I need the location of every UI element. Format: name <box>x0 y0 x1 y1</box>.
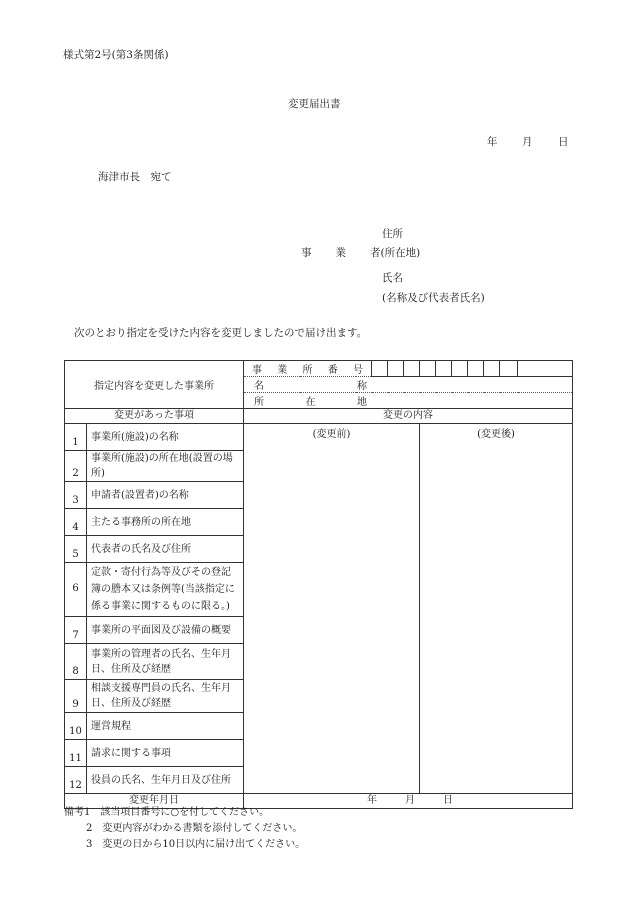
location-label: (所在地) <box>380 247 421 259</box>
item-number: 4 <box>65 509 87 536</box>
item-label: 事業所(施設)の所在地(設置の場所) <box>87 451 244 482</box>
item-number: 2 <box>65 451 87 482</box>
change-date-month: 月 <box>405 795 415 806</box>
item-label: 事業所(施設)の名称 <box>87 424 244 451</box>
item-number: 9 <box>65 680 87 713</box>
facility-number-digit[interactable] <box>484 361 500 377</box>
facility-number-digit[interactable] <box>500 361 518 377</box>
facility-location-row[interactable] <box>244 393 573 409</box>
item-number: 11 <box>65 740 87 767</box>
name-sublabel: (名称及び代表者氏名) <box>382 292 485 304</box>
item-label: 請求に関する事項 <box>87 740 244 767</box>
change-form-table <box>64 360 573 809</box>
item-number: 5 <box>65 536 87 563</box>
note-2: 2 変更内容がわかる書類を添付してください。 <box>86 823 303 834</box>
facility-name-char: 名 <box>254 381 264 392</box>
item-number: 12 <box>65 767 87 794</box>
item-label: 相談支援専門員の氏名、生年月日、住所及び経歴 <box>87 680 244 713</box>
facility-location-char: 地 <box>357 397 367 408</box>
item-label: 定款・寄付行為等及びその登記簿の謄本又は条例等(当該指定に係る事業に関するものに限る。) <box>87 563 244 617</box>
addressee: 海津市長 宛て <box>98 171 172 183</box>
facility-number-digit[interactable] <box>404 361 420 377</box>
facility-number-digit[interactable] <box>420 361 436 377</box>
form-number: 様式第2号(第3条関係) <box>63 49 169 61</box>
facility-number-digit[interactable] <box>436 361 452 377</box>
date-year-label: 年 <box>487 136 498 148</box>
facility-name-char: 称 <box>357 381 367 392</box>
facility-number-digit[interactable] <box>452 361 468 377</box>
facility-number-digit[interactable] <box>372 361 388 377</box>
change-date-day: 日 <box>443 795 453 806</box>
address-label: 住所 <box>382 228 403 240</box>
operator-label <box>301 245 420 260</box>
facility-header: 指定内容を変更した事業所 <box>65 361 244 409</box>
item-label: 役員の氏名、生年月日及び住所 <box>87 767 244 794</box>
item-number: 6 <box>65 563 87 617</box>
item-label: 運営規程 <box>87 713 244 740</box>
facility-number-digit[interactable] <box>468 361 484 377</box>
name-label: 氏名 <box>382 272 403 284</box>
content-header: 変更の内容 <box>244 409 573 424</box>
item-label: 申請者(設置者)の名称 <box>87 482 244 509</box>
date-day-label: 日 <box>558 136 569 148</box>
operator-char-2: 業 <box>335 247 346 259</box>
change-date-year: 年 <box>367 795 377 806</box>
intro-text: 次のとおり指定を受けた内容を変更しましたので届け出ます。 <box>74 327 368 339</box>
facility-name-row[interactable] <box>244 377 573 393</box>
item-label: 代表者の氏名及び住所 <box>87 536 244 563</box>
item-number: 7 <box>65 617 87 644</box>
item-number: 1 <box>65 424 87 451</box>
facility-number-label: 事 業 所 番 号 <box>244 361 372 377</box>
item-label: 主たる事務所の所在地 <box>87 509 244 536</box>
after-column[interactable] <box>420 424 573 794</box>
facility-location-char: 所 <box>254 397 264 408</box>
facility-number-digit[interactable] <box>388 361 404 377</box>
before-label: (変更前) <box>312 429 351 440</box>
before-column[interactable] <box>244 424 420 794</box>
facility-location-char: 在 <box>305 397 316 408</box>
item-number: 3 <box>65 482 87 509</box>
items-header: 変更があった事項 <box>65 409 244 424</box>
document-title: 変更届出書 <box>288 98 341 110</box>
operator-char-1: 事 <box>301 247 312 259</box>
item-label: 事業所の管理者の氏名、生年月日、住所及び経歴 <box>87 644 244 680</box>
notes <box>64 805 305 853</box>
note-1: 備考1 該当項目番号に○を付してください。 <box>64 807 270 818</box>
operator-char-3: 者 <box>370 247 381 259</box>
item-number: 10 <box>65 713 87 740</box>
after-label: (変更後) <box>477 429 515 440</box>
facility-number-digit[interactable] <box>518 361 573 377</box>
date-month-label: 月 <box>522 136 533 148</box>
item-number: 8 <box>65 644 87 680</box>
note-3: 3 変更の日から10日以内に届け出てください。 <box>86 839 306 850</box>
item-label: 事業所の平面図及び設備の概要 <box>87 617 244 644</box>
change-date-label: 変更年月日 <box>65 794 244 809</box>
